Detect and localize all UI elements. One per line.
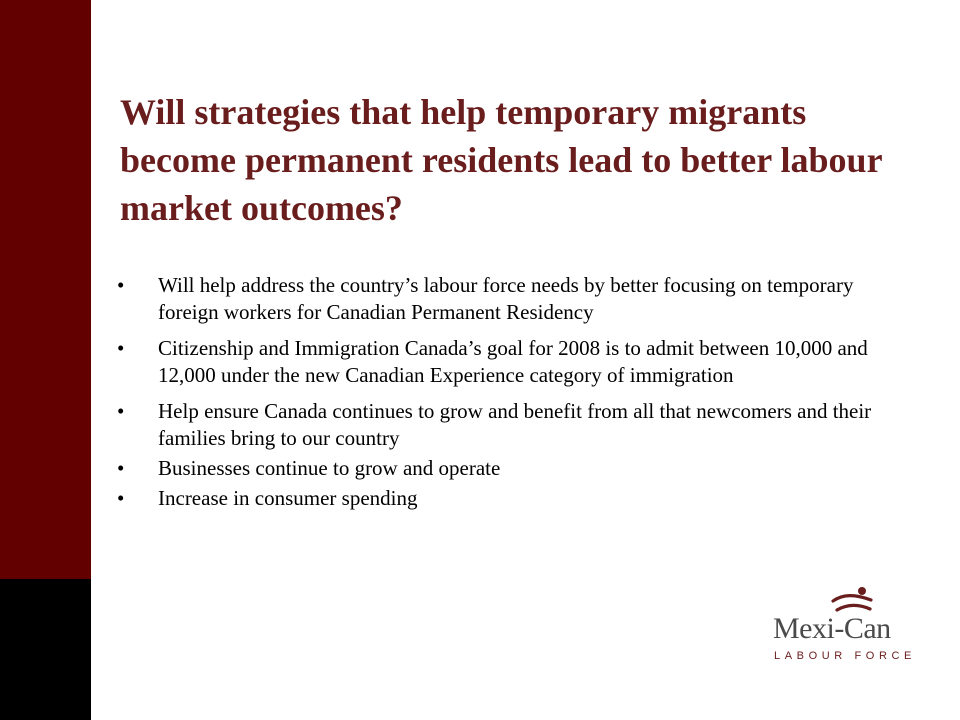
bullet-text: Will help address the country’s labour force needs by better focusing on temporary foreign workers for Canadian Permanent Residency — [158, 273, 854, 324]
bullet-list — [117, 272, 917, 515]
bullet-text: Businesses continue to grow and operate — [158, 456, 501, 480]
bullet-item — [117, 272, 917, 326]
bullet-text: Citizenship and Immigration Canada’s goal for 2008 is to admit between 10,000 and 12,000 under the new Canadian Experience category of immigration — [158, 336, 868, 387]
logo-name: Mexi-Can — [773, 612, 891, 645]
figure-swoosh-icon — [831, 585, 873, 615]
bullet-item — [117, 398, 917, 452]
bullet-item — [117, 455, 917, 482]
mexi-can-logo — [773, 585, 916, 675]
bullet-marker: • — [117, 399, 125, 423]
logo-subtitle: LABOUR FORCE — [774, 650, 916, 662]
bullet-marker: • — [117, 486, 125, 510]
slide-title: Will strategies that help temporary migrants become permanent residents lead to better labour market outcomes? — [120, 92, 882, 228]
bullet-marker: • — [117, 273, 125, 297]
bullet-text: Help ensure Canada continues to grow and benefit from all that newcomers and their families bring to our country — [158, 399, 872, 450]
bullet-text: Increase in consumer spending — [158, 486, 418, 510]
bullet-marker: • — [117, 336, 125, 360]
bullet-item — [117, 485, 917, 512]
bullet-item — [117, 335, 917, 389]
bullet-marker: • — [117, 456, 125, 480]
sidebar-accent-red — [0, 0, 91, 579]
sidebar-accent-black — [0, 579, 91, 720]
